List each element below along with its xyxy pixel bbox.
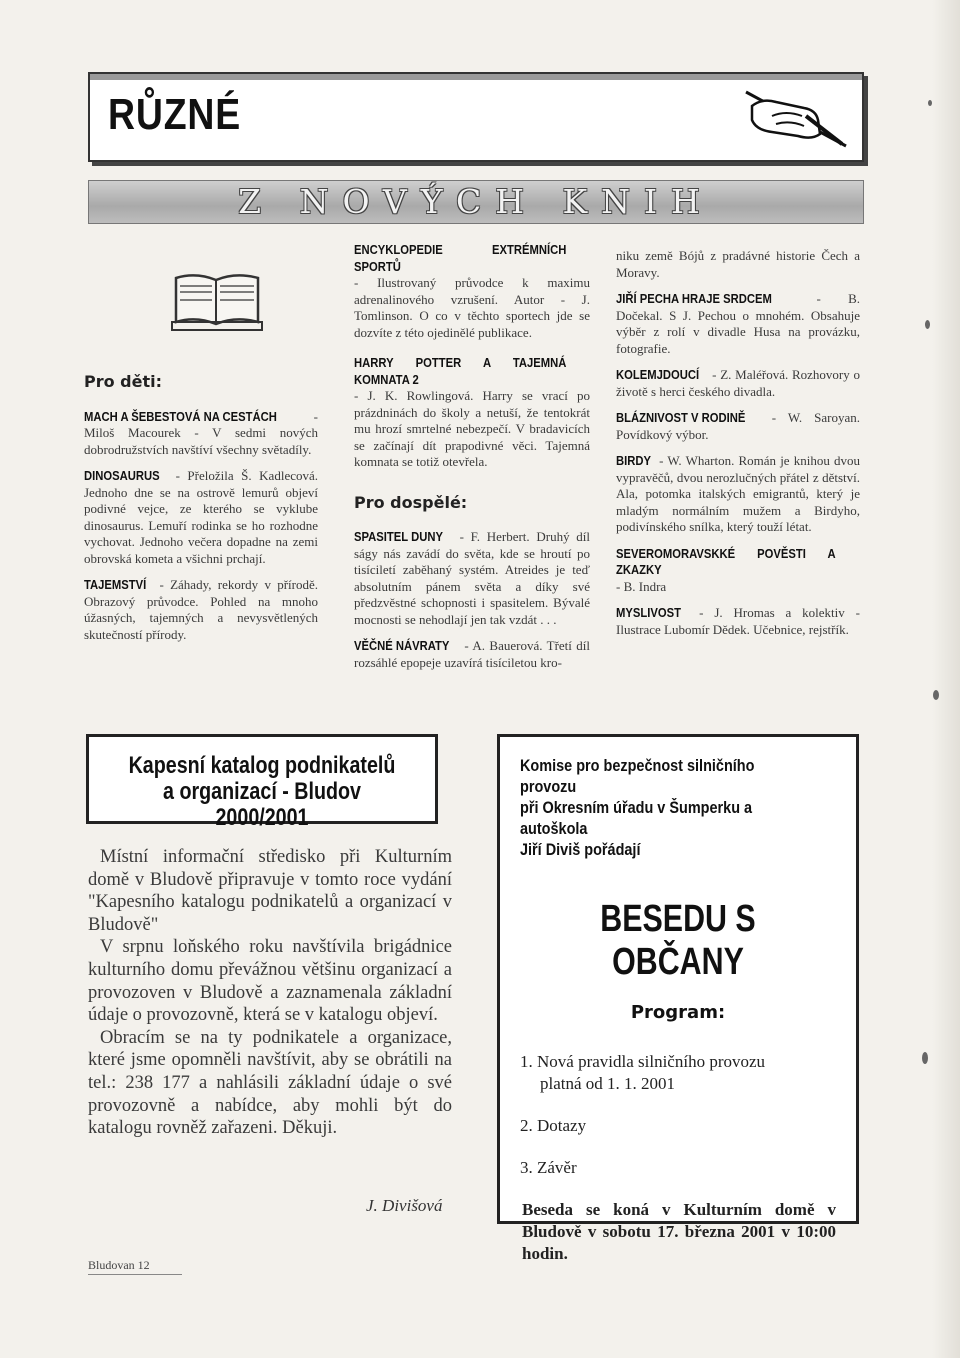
open-book-icon bbox=[170, 270, 264, 332]
book-title: KOLEMJDOUCÍ bbox=[616, 368, 700, 382]
program-item: 2. Dotazy bbox=[520, 1116, 587, 1135]
catalog-paragraph: V srpnu loňského roku navštívila brigádnice kulturního domu převážnou většinu organizací a provozoven v Bludově a zaznamenala základní údaje o provozovně, která se v katalogu objeví. bbox=[88, 937, 452, 1026]
book-entry bbox=[616, 546, 860, 596]
scan-speck bbox=[928, 100, 932, 106]
book-title: SEVEROMORAVSKKÉ POVĚSTI A ZKAZKY bbox=[616, 546, 836, 577]
book-description: - J. K. Rowlingová. Harry se vrací po prázdninách do školy a netuší, že tentokrát mu hrozí smrtelné nebezpečí. V bradavicích se začínají dít prapodivné věci. Tajemná komnata se totiž otevřela. bbox=[354, 388, 590, 469]
author-signature: J. Divišová bbox=[366, 1196, 443, 1215]
book-description: - F. Herbert. Druhý díl ságy nás zavádí do světa, kde se hroutí po tisíciletí zaběhaný systém. Atreides je teď absolutním pánem světa a díky své předzvěstné schopnosti i spasitelem. Bývalé mocnosti se nehodlají jen tak vzdát . . . bbox=[354, 529, 590, 627]
program-item: 3. Závěr bbox=[520, 1158, 577, 1177]
program-item-1a: 1. Nová pravidla silničního provozu bbox=[520, 1052, 766, 1071]
event-headline: BESEDU S OBČANY bbox=[600, 898, 756, 983]
section-title: RŮZNÉ bbox=[108, 90, 242, 139]
catalog-article bbox=[88, 846, 452, 1140]
program-item-1b: platná od 1. 1. 2001 bbox=[540, 1074, 676, 1093]
book-title: SPASITEL DUNY bbox=[354, 530, 443, 544]
book-description: - Z. Maléřová. Rozhovory o životě s herci českého divadla. bbox=[616, 367, 861, 399]
program-list bbox=[520, 1051, 856, 1179]
book-entry bbox=[616, 291, 860, 357]
column-middle bbox=[354, 242, 590, 681]
book-title: MYSLIVOST bbox=[616, 606, 682, 620]
event-announcement-box bbox=[497, 734, 859, 1263]
program-item bbox=[520, 1051, 856, 1095]
event-organizer-line3: Jiří Diviš pořádají bbox=[520, 840, 641, 859]
book-title: VĚČNÉ NÁVRATY bbox=[354, 639, 450, 653]
book-entry bbox=[354, 529, 590, 628]
book-description: - W. Saroyan. Povídkový výbor. bbox=[616, 410, 860, 442]
book-entry bbox=[84, 577, 318, 643]
section-adults-title: Pro dospělé: bbox=[354, 492, 468, 512]
book-title: DINOSAURUS bbox=[84, 469, 160, 483]
scan-speck bbox=[925, 320, 930, 329]
book-title: TAJEMSTVÍ bbox=[84, 578, 147, 592]
header-strip bbox=[90, 74, 862, 80]
new-books-banner bbox=[88, 180, 864, 224]
book-title: HARRY POTTER A TAJEMNÁ KOMNATA 2 bbox=[354, 356, 567, 387]
book-title: BIRDY bbox=[616, 454, 652, 468]
section-children-title: Pro děti: bbox=[84, 372, 163, 391]
footer-divider bbox=[88, 1274, 182, 1275]
book-description: - Přeložila Š. Kadlecová. Jednoho dne se na ostrově lemurů objeví podivné vejce, ze kterého se vyklube dinosaurus. Lemuří rodinka se ho rozhodne vychovat. Jednoho večera dopadne na zemi obrovská kometa a všichni prchají. bbox=[84, 468, 319, 566]
book-title: MACH A ŠEBESTOVÁ NA CESTÁCH bbox=[84, 409, 277, 424]
book-description: - Miloš Macourek - V sedmi nových dobrodružstvích navštíví všechny světadíly. bbox=[84, 408, 318, 457]
continued-text: niku země Bójů z pradávné historie Čech a Moravy. bbox=[616, 248, 860, 280]
book-description: - Ilustrovaný průvodce k maximu adrenalinového vzrušení. Autor - J. Tomlinson. O co v těchto sportech jde se dozvíte z této ojedinělé publikace. bbox=[354, 275, 590, 340]
catalog-paragraph: Obracím se na ty podnikatele a organizace, které jsme opomněli navštívit, aby se obrátili na tel.: 238 177 a nahlásili základní údaje o své provozovně a nabídce, aby mohli být do katalogu rovněž zařazeni. Děkuji. bbox=[88, 1027, 452, 1139]
book-entry bbox=[354, 638, 590, 671]
book-entry bbox=[616, 453, 860, 536]
program-label: Program: bbox=[630, 1002, 726, 1023]
event-details: Beseda se koná v Kulturním domě v Bludově v sobotu 17. března 2001 v 10:00 hodin. bbox=[522, 1200, 836, 1263]
column-children bbox=[84, 368, 318, 653]
book-description: - W. Wharton. Román je knihou dvou vypravěčů, dvou nerozlučných přátel z dětství. Ala, potomka italských emigrantů, který je mladým normálním mužem a Birdyho, podivínského snílka, který touží létat. bbox=[616, 453, 861, 534]
event-organizer-line1: Komise pro bezpečnost silničního provozu bbox=[520, 756, 755, 796]
book-entry bbox=[354, 355, 590, 471]
book-entry bbox=[84, 409, 318, 459]
column-right bbox=[616, 248, 860, 648]
book-description: - B. Dočekal. S J. Pechou o mnohém. Obsahuje výběr z rolí v divadle Husa na provázku, fotografie. bbox=[616, 291, 860, 356]
catalog-title-line1: Kapesní katalog podnikatelů bbox=[128, 752, 396, 779]
book-entry bbox=[616, 367, 860, 400]
catalog-title-box bbox=[86, 734, 438, 831]
book-description: - A. Bauerová. Třetí díl rozsáhlé epopeje uzavírá tisíciletou kro- bbox=[354, 638, 591, 670]
page-footer: Bludovan 12 bbox=[88, 1258, 150, 1272]
page-edge-shadow bbox=[932, 0, 960, 1358]
book-description: - Záhady, rekordy v přírodě. Obrazový průvodce. Pohled na mnoho úžasných, tajemných a nevysvětlených skutečností přírody. bbox=[84, 577, 318, 642]
book-entry bbox=[616, 410, 860, 443]
section-header bbox=[88, 72, 864, 162]
book-entry bbox=[616, 605, 860, 638]
catalog-paragraph: Místní informační středisko při Kulturním domě v Bludově připravuje v tomto roce vydání "Kapesního katalogu podnikatelů a organizací v Bludově" bbox=[88, 847, 452, 935]
hand-pen-icon bbox=[742, 86, 850, 152]
book-title: ENCYKLOPEDIE EXTRÉMNÍCH SPORTŮ bbox=[354, 243, 567, 274]
scan-speck bbox=[933, 690, 939, 700]
book-title: JIŘÍ PECHA HRAJE SRDCEM bbox=[616, 292, 772, 306]
scan-speck bbox=[922, 1052, 928, 1064]
catalog-title-line2: a organizací - Bludov 2000/2001 bbox=[163, 778, 361, 831]
book-description: - B. Indra bbox=[616, 578, 667, 594]
event-organizer-line2: při Okresním úřadu v Šumperku a autoškola bbox=[520, 798, 753, 838]
book-description: - J. Hromas a kolektiv - Ilustrace Lubomír Dědek. Učebnice, rejstřík. bbox=[616, 605, 860, 637]
book-entry bbox=[354, 242, 590, 341]
book-title: BLÁZNIVOST V RODINĚ bbox=[616, 411, 746, 425]
banner-title: Z NOVÝCH KNIH bbox=[238, 182, 714, 221]
book-entry bbox=[84, 468, 318, 567]
